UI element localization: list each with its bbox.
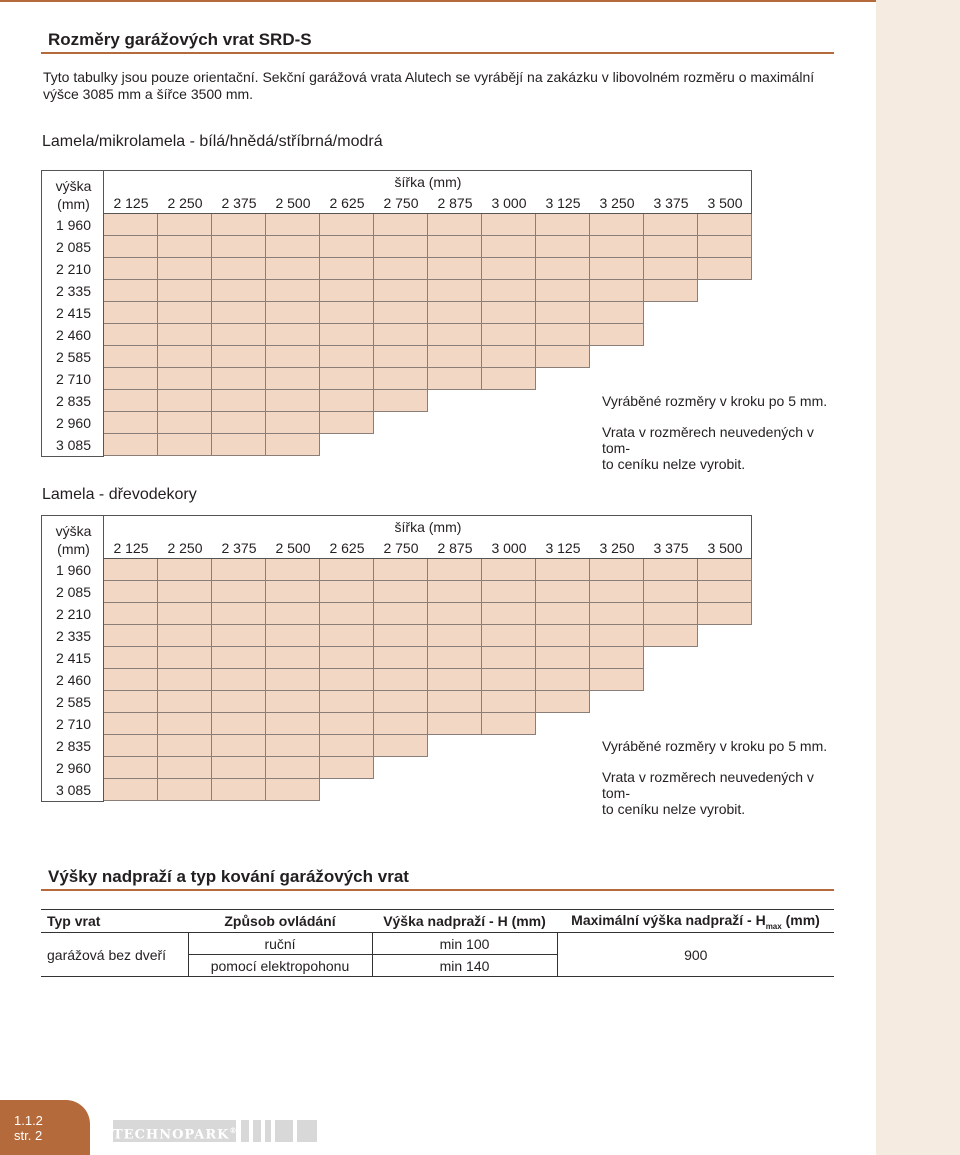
size-cell [266,691,320,713]
size-cell [212,691,266,713]
size-cell [104,412,158,434]
width-value: 3 125 [545,195,581,211]
width-value: 2 375 [221,195,257,211]
table-row [41,933,834,955]
vyska-cell: min 140 [372,955,557,977]
height-value: 2 415 [55,650,92,666]
width-value: 3 125 [545,540,581,556]
section2-title: Výšky nadpraží a typ kování garážových vrat [41,867,834,891]
size-cell [104,434,158,456]
size-cell [212,214,266,236]
size-cell [374,625,428,647]
size-cell [212,713,266,735]
size-cell [320,324,374,346]
size-cell [212,669,266,691]
size-cell [266,713,320,735]
size-cell [266,236,320,258]
size-cell [536,280,590,302]
height-value: 2 085 [55,584,92,600]
width-value: 3 500 [707,540,743,556]
size-cell [104,713,158,735]
size-cell [590,647,644,669]
size-cell [536,346,590,368]
row-type: garážová bez dveří [41,933,188,977]
width-value: 3 250 [599,540,635,556]
width-label: šířka (mm) [394,519,462,535]
size-cell [590,669,644,691]
size-cell [212,735,266,757]
height-value: 2 460 [55,672,92,688]
size-cell [104,625,158,647]
size-cell [536,603,590,625]
size-cell [428,280,482,302]
brand-logo: TECHNOPARK® [113,1120,236,1142]
size-cell [158,434,212,456]
size-cell [590,581,644,603]
size-cell [482,603,536,625]
size-cell [266,258,320,280]
section-number: 1.1.2 [14,1113,43,1128]
size-cell [482,713,536,735]
size-cell [266,368,320,390]
size-cell [644,581,698,603]
size-cell [266,559,320,581]
size-cell [482,280,536,302]
size-cell [428,581,482,603]
height-value: 1 960 [55,217,92,233]
size-cell [104,647,158,669]
size-cell [374,236,428,258]
height-label: výška [55,178,92,194]
size-cell [266,603,320,625]
size-cell [644,280,698,302]
size-cell [374,280,428,302]
size-cell [482,324,536,346]
height-label: (mm) [57,196,90,212]
size-cell [212,581,266,603]
size-cell [590,559,644,581]
note-unavailable [602,769,842,817]
size-cell [266,412,320,434]
table1-heading: Lamela/mikrolamela - bílá/hnědá/stříbrná/modrá [42,133,383,150]
size-cell [266,779,320,801]
height-value: 2 210 [55,261,92,277]
size-cell [428,625,482,647]
size-cell [698,559,752,581]
vyska-cell: min 100 [372,933,557,955]
width-value: 2 500 [275,540,311,556]
height-value: 2 085 [55,239,92,255]
size-cell [428,236,482,258]
note-unavailable [602,424,842,472]
size-cell [266,324,320,346]
size-cell [266,581,320,603]
size-cell [320,412,374,434]
size-cell [320,691,374,713]
height-value: 2 585 [55,694,92,710]
size-cell [158,368,212,390]
size-cell [158,214,212,236]
height-value: 2 210 [55,606,92,622]
note-line: to ceníku nelze vyrobit. [602,456,746,472]
height-value: 2 960 [55,760,92,776]
size-cell [158,258,212,280]
size-cell [374,324,428,346]
size-cell [428,603,482,625]
size-cell [482,691,536,713]
page-sidebar [876,0,960,1155]
height-value: 2 585 [55,349,92,365]
note-line: Vrata v rozměrech neuvedených v tom- [602,769,814,801]
size-cell [536,625,590,647]
size-cell [104,346,158,368]
size-cell [158,625,212,647]
size-cell [320,647,374,669]
size-cell [320,581,374,603]
height-value: 2 960 [55,415,92,431]
size-cell [374,603,428,625]
size-cell [482,214,536,236]
size-cell [158,669,212,691]
size-cell [698,581,752,603]
width-header [104,515,752,559]
size-cell [536,647,590,669]
note-step: Vyráběné rozměry v kroku po 5 mm. [602,393,828,409]
height-label: výška [55,523,92,539]
size-cell [536,214,590,236]
size-cell [158,302,212,324]
size-cell [428,559,482,581]
size-cell [320,390,374,412]
zpusob-cell: ruční [188,933,372,955]
size-cell [536,302,590,324]
width-label: šířka (mm) [394,174,462,190]
size-cell [266,280,320,302]
size-cell [590,280,644,302]
width-value: 3 000 [491,540,527,556]
size-cell [428,368,482,390]
size-cell [212,559,266,581]
height-column [41,170,104,457]
size-cell [158,603,212,625]
size-cell [266,625,320,647]
size-cell [320,258,374,280]
size-cell [158,390,212,412]
size-cell [104,214,158,236]
size-cell [104,669,158,691]
size-cell [644,603,698,625]
size-cell [374,346,428,368]
size-cell [374,735,428,757]
table2-heading: Lamela - dřevodekory [42,486,197,503]
size-cell [536,669,590,691]
size-cell [320,236,374,258]
height-value: 2 710 [55,716,92,732]
size-cell [482,559,536,581]
size-cell [212,280,266,302]
size-cell [482,368,536,390]
size-cell [482,302,536,324]
width-value: 3 500 [707,195,743,211]
col-header-typ: Typ vrat [41,910,188,933]
size-cell [590,324,644,346]
size-cell [482,581,536,603]
size-cell [212,434,266,456]
size-cell [158,691,212,713]
size-cell [320,214,374,236]
size-cell [320,625,374,647]
lintel-table-header [41,910,834,933]
height-value: 2 460 [55,327,92,343]
page-tab [0,1100,90,1155]
width-header [104,170,752,214]
size-cell [374,581,428,603]
size-cell [266,757,320,779]
size-cell [158,779,212,801]
note-step: Vyráběné rozměry v kroku po 5 mm. [602,738,828,754]
size-cell [536,258,590,280]
size-cell [158,559,212,581]
size-cell [266,214,320,236]
height-value: 2 835 [55,393,92,409]
size-cell [158,757,212,779]
size-cell [374,368,428,390]
col-header-vyska: Výška nadpraží - H (mm) [372,910,557,933]
width-value: 3 000 [491,195,527,211]
zpusob-cell: pomocí elektropohonu [188,955,372,977]
size-cell [482,236,536,258]
size-cell [374,390,428,412]
height-column [41,515,104,802]
width-value: 2 625 [329,195,365,211]
size-cell [374,691,428,713]
size-cell [374,669,428,691]
width-value: 2 125 [113,540,149,556]
size-cell [374,647,428,669]
width-value: 2 375 [221,540,257,556]
size-cell [104,691,158,713]
size-cell [104,324,158,346]
size-cell [158,412,212,434]
width-value: 2 750 [383,540,419,556]
size-cell [320,302,374,324]
top-rule [0,0,960,2]
width-value: 2 500 [275,195,311,211]
size-cell [212,603,266,625]
size-cell [104,368,158,390]
size-cell [212,757,266,779]
height-value: 1 960 [55,562,92,578]
size-cell [320,757,374,779]
size-cell [320,368,374,390]
size-cell [374,713,428,735]
size-cell [104,236,158,258]
size-cell [104,559,158,581]
size-cell [158,713,212,735]
size-cell [266,346,320,368]
width-value: 3 375 [653,195,689,211]
width-value: 3 375 [653,540,689,556]
height-value: 2 415 [55,305,92,321]
size-cell [158,647,212,669]
height-value: 3 085 [55,782,92,798]
max-cell: 900 [557,933,834,977]
size-cell [428,346,482,368]
col-header-zpusob: Způsob ovládání [188,910,372,933]
size-cell [482,669,536,691]
width-value: 2 250 [167,540,203,556]
size-cell [320,603,374,625]
size-cell [644,559,698,581]
size-cell [374,214,428,236]
size-cell [428,324,482,346]
col-header-max: Maximální výška nadpraží - $H_{max}$ (mm) [557,910,834,933]
size-cell [428,258,482,280]
note-line: Vrata v rozměrech neuvedených v tom- [602,424,814,456]
size-cell [590,603,644,625]
size-cell [536,236,590,258]
size-cell [266,390,320,412]
size-cell [104,280,158,302]
size-cell [590,214,644,236]
size-cell [698,603,752,625]
width-value: 2 625 [329,540,365,556]
size-cell [212,625,266,647]
page-number: str. 2 [14,1128,43,1143]
height-value: 2 335 [55,283,92,299]
size-cell [428,691,482,713]
size-cell [536,581,590,603]
size-cell [644,258,698,280]
height-value: 2 835 [55,738,92,754]
size-cell [212,390,266,412]
lintel-table [41,909,834,977]
size-cell [266,735,320,757]
size-cell [644,625,698,647]
size-cell [212,647,266,669]
height-label: (mm) [57,541,90,557]
size-cell [428,647,482,669]
size-cell [428,669,482,691]
size-cell [158,581,212,603]
size-cell [104,581,158,603]
size-cell [158,280,212,302]
height-value: 3 085 [55,437,92,453]
size-cell [536,559,590,581]
size-cell [104,757,158,779]
size-cell [374,559,428,581]
height-value: 2 710 [55,371,92,387]
size-cell [212,346,266,368]
size-cell [158,324,212,346]
size-cell [320,346,374,368]
note-line: to ceníku nelze vyrobit. [602,801,746,817]
size-cell [320,280,374,302]
size-cell [644,214,698,236]
size-cell [104,258,158,280]
size-cell [212,412,266,434]
size-cell [104,302,158,324]
size-cell [320,559,374,581]
size-cell [266,647,320,669]
size-cell [698,214,752,236]
logo-bars [241,1120,321,1142]
width-value: 3 250 [599,195,635,211]
height-value: 2 335 [55,628,92,644]
size-cell [644,236,698,258]
width-value: 2 750 [383,195,419,211]
size-cell [212,368,266,390]
size-cell [590,302,644,324]
size-cell [104,603,158,625]
size-cell [266,302,320,324]
size-cell [536,691,590,713]
size-cell [482,647,536,669]
size-cell [212,258,266,280]
size-cell [428,713,482,735]
width-value: 2 875 [437,540,473,556]
size-cell [536,324,590,346]
page-title: Rozměry garážových vrat SRD-S [41,30,834,54]
size-cell [104,779,158,801]
size-cell [590,625,644,647]
size-cell [320,669,374,691]
size-cell [590,258,644,280]
size-cell [212,779,266,801]
size-cell [158,346,212,368]
size-cell [590,236,644,258]
size-cell [482,346,536,368]
size-cell [698,258,752,280]
size-cell [482,625,536,647]
size-cell [212,324,266,346]
size-cell [698,236,752,258]
size-cell [428,302,482,324]
size-cell [158,236,212,258]
size-cell [320,713,374,735]
width-value: 2 250 [167,195,203,211]
size-cell [212,302,266,324]
size-cell [266,434,320,456]
size-cell [428,214,482,236]
size-cell [266,669,320,691]
size-cell [482,258,536,280]
size-cell [374,302,428,324]
size-cell [212,236,266,258]
size-cell [104,735,158,757]
size-cell [374,258,428,280]
width-value: 2 125 [113,195,149,211]
intro-text: Tyto tabulky jsou pouze orientační. Sekční garážová vrata Alutech se vyrábějí na zakázku v libovolném rozměru o maximální výšce 3085 mm a šířce 3500 mm. [43,69,815,102]
size-cell [158,735,212,757]
width-value: 2 875 [437,195,473,211]
size-cell [320,735,374,757]
size-cell [104,390,158,412]
